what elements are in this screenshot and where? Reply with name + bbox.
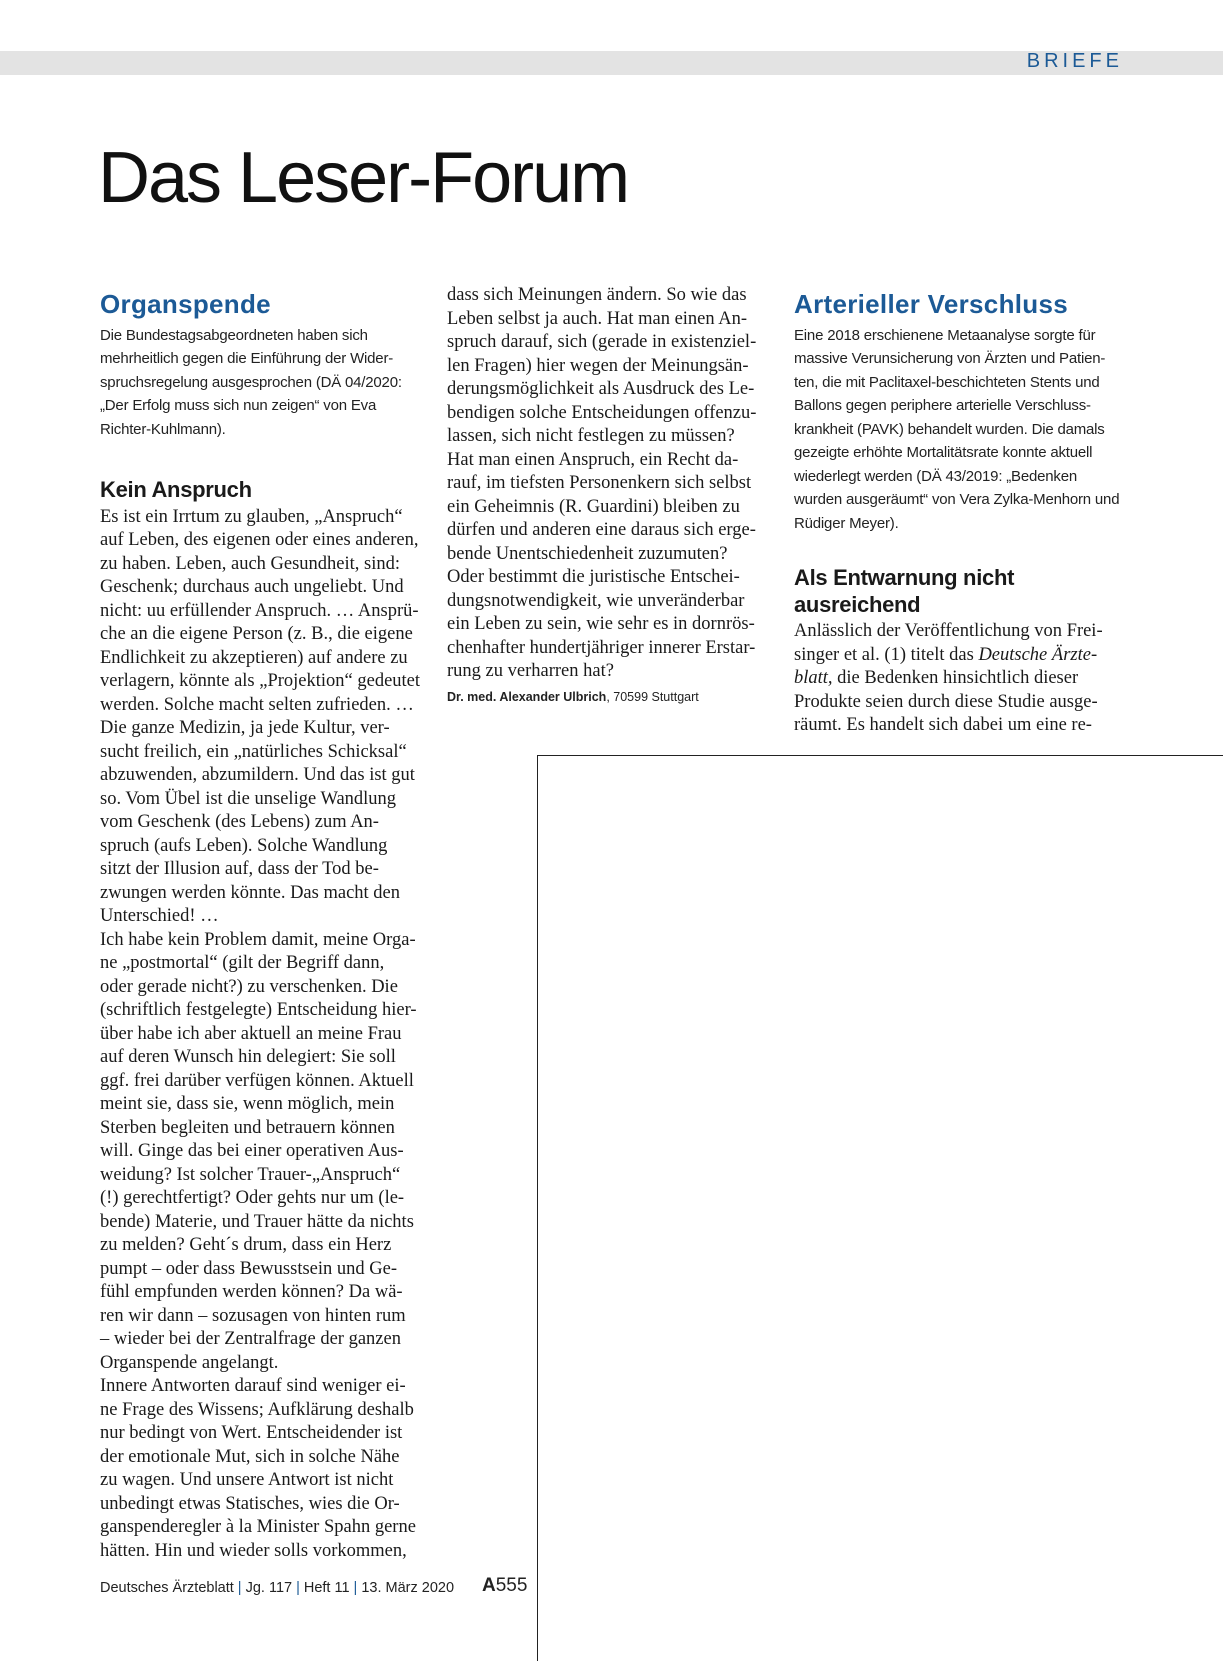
body-line: werden. Solche macht selten zufrieden. … (100, 694, 414, 715)
intro-line: massive Verunsicherung von Ärzten und Patien- (794, 350, 1106, 368)
body-line: der emotionale Mut, sich in solche Nähe (100, 1446, 400, 1467)
body-line: so. Vom Übel ist die unselige Wandlung (100, 788, 397, 809)
body-line: derungsmöglichkeit als Ausdruck des Le- (447, 379, 755, 399)
page-prefix: A (482, 1575, 496, 1596)
journal-name-italic: Deutsche Ärzte- (978, 644, 1098, 665)
body-line: abzuwenden, abzumildern. Und das ist gut (100, 765, 415, 786)
body-line: zu melden? Geht´s drum, dass ein Herz (100, 1235, 392, 1256)
intro-line: ten, die mit Paclitaxel-beschichteten Stents und (794, 373, 1100, 391)
topic-heading-organspende: Organspende (100, 289, 271, 319)
body-line: zwungen werden könnte. Das macht den (100, 882, 401, 903)
intro-line: Richter-Kuhlmann). (100, 420, 226, 438)
letter-headline: Als Entwarnung nicht ausreichend (794, 565, 1015, 617)
footer-separator: | (296, 1580, 300, 1596)
body-line: Unterschied! … (100, 906, 219, 927)
body-line: Anlässlich der Veröffentlichung von Frei- (794, 621, 1103, 642)
body-line: ein Leben zu sein, wie sehr es in dornrös- (447, 614, 755, 634)
body-line: dass sich Meinungen ändern. So wie das (447, 285, 747, 305)
body-line: dungsnotwendigkeit, wie unveränderbar (447, 590, 745, 611)
body-line: – wieder bei der Zentralfrage der ganzen (100, 1329, 401, 1350)
body-line: hätten. Hin und wieder solls vorkommen, (100, 1540, 407, 1561)
intro-line: „Der Erfolg muss sich nun zeigen“ von Eva (100, 397, 377, 415)
body-line: zu wagen. Und unsere Antwort ist nicht (100, 1470, 394, 1491)
section-label: BRIEFE (1026, 50, 1123, 72)
body-line: ren wir dann – sozusagen von hinten rum (100, 1305, 406, 1326)
body-line (794, 644, 1124, 668)
body-line: Endlichkeit zu akzeptieren) auf andere zu (100, 647, 408, 668)
body-line: pumpt – oder dass Bewusstsein und Ge- (100, 1258, 397, 1279)
letter-body (100, 506, 430, 1564)
body-line: räumt. Es handelt sich dabei um eine re- (794, 715, 1092, 736)
body-line: Innere Antworten darauf sind weniger ei- (100, 1376, 406, 1397)
journal-volume: Jg. 117 (245, 1580, 293, 1596)
body-line: ein Geheimnis (R. Guardini) bleiben zu (447, 496, 740, 517)
body-line: auf Leben, des eigenen oder eines anderen, (100, 530, 419, 551)
letter-body (794, 620, 1124, 738)
body-line: bendigen solche Entscheidungen offenzu- (447, 402, 757, 423)
body-line: ganspenderegler à la Minister Spahn gerne (100, 1517, 416, 1538)
body-line: Organspende angelangt. (100, 1352, 279, 1373)
footer-separator: | (353, 1580, 358, 1596)
body-line: ne Frage des Wissens; Aufklärung deshalb (100, 1399, 414, 1420)
body-line: rauf, im tiefsten Personenkern sich selbst (447, 473, 752, 493)
intro-line: Die Bundestagsabgeordneten haben sich (100, 326, 368, 344)
body-line: sucht freilich, ein „natürliches Schicksal“ (100, 741, 407, 762)
intro-line: Ballons gegen periphere arterielle Verschluss- (794, 397, 1091, 415)
intro-line: Rüdiger Meyer). (794, 514, 899, 532)
body-line: sitzt der Illusion auf, dass der Tod be- (100, 859, 379, 880)
body-line: oder gerade nicht?) zu verschenken. Die (100, 976, 398, 997)
body-line: ggf. frei darüber verfügen können. Aktuell (100, 1070, 414, 1091)
journal-name: Deutsches Ärzteblatt (100, 1580, 234, 1596)
page-number-value: 555 (495, 1575, 528, 1596)
page-title: Das Leser-Forum (98, 138, 629, 218)
body-line: Die ganze Medizin, ja jede Kultur, ver- (100, 718, 390, 739)
body-line: len Fragen) hier wegen der Meinungsän- (447, 355, 749, 376)
body-line: Geschenk; durchaus auch ungeliebt. Und (100, 577, 404, 598)
body-line: (!) gerechtfertigt? Oder gehts nur um (le- (100, 1188, 405, 1209)
journal-issue: Heft 11 (303, 1580, 350, 1596)
journal-date: 13. März 2020 (361, 1580, 455, 1596)
body-line: zu haben. Leben, auch Gesundheit, sind: (100, 553, 401, 574)
body-line: meint sie, dass sie, wenn möglich, mein (100, 1094, 395, 1115)
body-line: nicht: uu erfüllender Anspruch. … Ansprü- (100, 600, 419, 621)
intro-line: mehrheitlich gegen die Einführung der Wider- (100, 350, 394, 368)
body-text: singer et al. (1) titelt das (794, 644, 979, 665)
body-line: spruch (aufs Leben). Solche Wandlung (100, 835, 388, 856)
footer-separator: | (237, 1580, 242, 1596)
column-1 (100, 290, 430, 1563)
body-line: ne „postmortal“ (gilt der Begriff dann, (100, 953, 385, 974)
body-line: fühl empfunden werden können? Da wä- (100, 1282, 403, 1303)
intro-line: wiederlegt werden (DÄ 43/2019: „Bedenken (794, 467, 1078, 485)
body-line: weidung? Ist solcher Trauer-„Anspruch“ (100, 1164, 401, 1185)
author-name: Dr. med. Alexander Ulbrich (447, 689, 607, 704)
body-line: Es ist ein Irrtum zu glauben, „Anspruch“ (100, 506, 403, 527)
body-line: über habe ich aber aktuell an meine Frau (100, 1023, 402, 1044)
body-line: Sterben begleiten und betrauern können (100, 1117, 395, 1138)
page-number (482, 1575, 527, 1597)
body-line: bende Unentschiedenheit zuzumuten? (447, 543, 728, 564)
body-line (794, 667, 1124, 691)
body-line: vom Geschenk (des Lebens) zum An- (100, 812, 379, 833)
body-line: Oder bestimmt die juristische Entschei- (447, 567, 740, 587)
body-line: (schriftlich festgelegte) Entscheidung hier- (100, 1000, 417, 1021)
topic-intro (100, 324, 430, 442)
body-line: che an die eigene Person (z. B., die eigene (100, 624, 413, 645)
body-line: Hat man einen Anspruch, ein Recht da- (447, 449, 739, 470)
body-line: Leben selbst ja auch. Hat man einen An- (447, 308, 748, 329)
author-place: , 70599 Stuttgart (606, 689, 699, 704)
body-line: verlagern, könnte als „Projektion“ gedeutet (100, 671, 421, 692)
intro-line: spruchsregelung ausgesprochen (DÄ 04/2020: (100, 373, 402, 391)
body-text: die Bedenken hinsichtlich dieser (832, 668, 1079, 689)
body-line: dürfen und anderen eine daraus sich erge- (447, 520, 756, 540)
topic-intro (794, 324, 1124, 536)
body-line: unbedingt etwas Statisches, wies die Or- (100, 1493, 400, 1514)
intro-line: krankheit (PAVK) behandelt wurden. Die damals (794, 420, 1105, 438)
column-2 (447, 285, 761, 706)
body-line: will. Ginge das bei einer operativen Aus- (100, 1141, 404, 1162)
letter-body-continued (447, 284, 761, 684)
body-line: chenhafter hundertjähriger innerer Erstar- (447, 637, 756, 658)
body-line: Ich habe kein Problem damit, meine Orga- (100, 929, 416, 950)
intro-line: gezeigte erhöhte Mortalitätsrate konnte aktuell (794, 444, 1093, 462)
body-line: spruch darauf, sich (gerade in existenziel- (447, 332, 757, 352)
ad-placeholder-box (537, 755, 1223, 1661)
intro-line: Eine 2018 erschienene Metaanalyse sorgte für (794, 326, 1096, 344)
intro-line: wurden ausgeräumt“ von Vera Zylka-Menhorn und (794, 491, 1120, 509)
author-signature (447, 688, 761, 706)
page-footer (100, 1580, 454, 1596)
body-line: auf deren Wunsch hin delegiert: Sie soll (100, 1047, 396, 1068)
letter-headline: Kein Anspruch (100, 477, 252, 503)
journal-name-italic: blatt, (794, 668, 833, 689)
topic-heading-arterieller-verschluss: Arterieller Verschluss (794, 289, 1068, 319)
body-line: Produkte seien durch diese Studie ausge- (794, 691, 1098, 712)
body-line: bende) Materie, und Trauer hätte da nichts (100, 1211, 414, 1232)
body-line: rung zu verharren hat? (447, 661, 614, 681)
body-line: nur bedingt von Wert. Entscheidender ist (100, 1423, 403, 1444)
body-line: lassen, sich nicht festlegen zu müssen? (447, 426, 735, 446)
column-3 (794, 290, 1124, 738)
